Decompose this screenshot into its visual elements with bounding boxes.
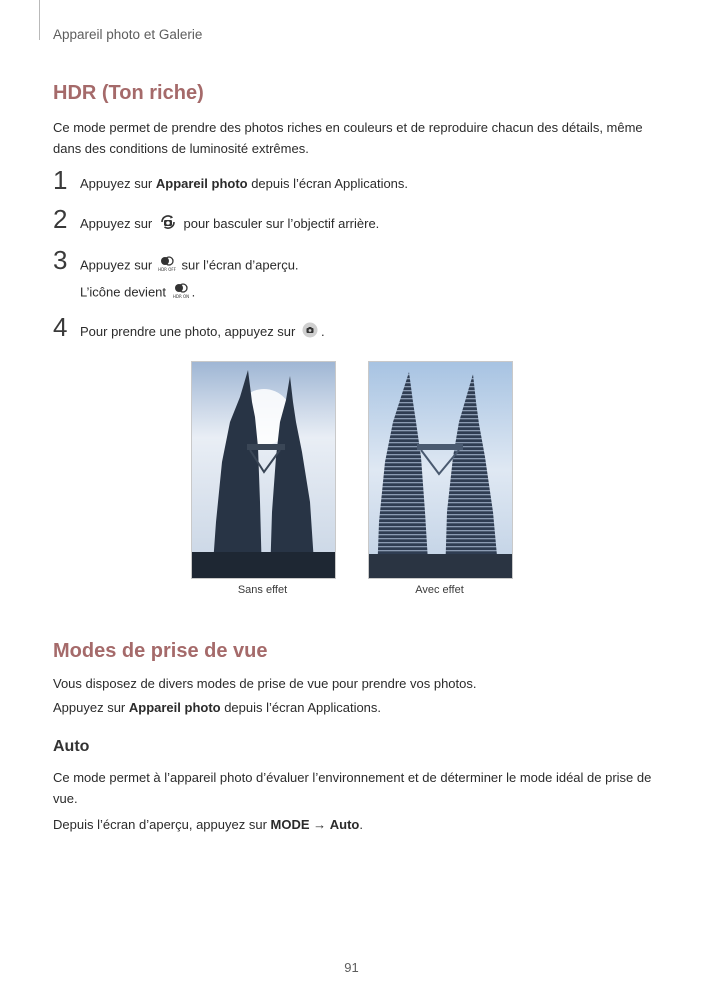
step-number: 1 bbox=[53, 165, 68, 195]
step-emphasis: Appareil photo bbox=[155, 176, 248, 191]
hdr-section-title: HDR (Ton riche) bbox=[53, 82, 204, 104]
svg-text:HDR OFF: HDR OFF bbox=[157, 267, 176, 272]
step-3-subtext: L’icône devient HDR ON . bbox=[80, 282, 195, 304]
header-rule bbox=[39, 0, 40, 40]
step-number: 2 bbox=[53, 204, 68, 234]
auto-subsection-title: Auto bbox=[53, 738, 90, 755]
svg-text:HDR ON: HDR ON bbox=[172, 294, 189, 299]
photo-with-effect bbox=[368, 361, 513, 579]
page-number: 91 bbox=[344, 960, 359, 975]
modes-instruction-text: Appuyez sur Appareil photo depuis l’écran Applications. bbox=[53, 700, 382, 715]
step-number: 4 bbox=[53, 312, 68, 342]
step-text: Appuyez sur HDR OFF sur l’écran d’aperçu. bbox=[80, 255, 299, 277]
caption-with-effect: Avec effet bbox=[415, 584, 464, 596]
modes-intro-text: Vous disposez de divers modes de prise de vue pour prendre vos photos. bbox=[53, 676, 477, 691]
step-number: 3 bbox=[53, 245, 68, 275]
auto-emphasis: Auto bbox=[329, 817, 360, 832]
auto-description: Ce mode permet à l’appareil photo d’évaluer l’environnement et de déterminer le mode idéal de prise de vue. bbox=[53, 770, 652, 806]
photo-without-effect bbox=[191, 361, 336, 579]
running-header: Appareil photo et Galerie bbox=[53, 27, 203, 42]
hdr-intro-text: Ce mode permet de prendre des photos riches en couleurs et de reproduire chacun des détails, même dans des conditions de luminosité extrêmes. bbox=[53, 120, 643, 156]
step-text: Appuyez sur pour basculer sur l’objectif arrière. bbox=[80, 214, 379, 235]
modes-section-title: Modes de prise de vue bbox=[53, 640, 268, 662]
caption-without-effect: Sans effet bbox=[237, 584, 288, 596]
hdr-off-icon bbox=[159, 255, 175, 277]
mode-emphasis: MODE bbox=[270, 817, 310, 832]
hdr-on-icon bbox=[173, 282, 189, 304]
camera-switch-icon bbox=[159, 214, 177, 235]
auto-instruction: Depuis l’écran d’aperçu, appuyez sur MODE → Auto. bbox=[53, 817, 363, 832]
shutter-icon bbox=[302, 322, 318, 343]
step-text: Appuyez sur Appareil photo depuis l’écran Applications. bbox=[80, 176, 409, 191]
step-text: Pour prendre une photo, appuyez sur . bbox=[80, 322, 325, 343]
app-name-emphasis: Appareil photo bbox=[128, 700, 221, 715]
